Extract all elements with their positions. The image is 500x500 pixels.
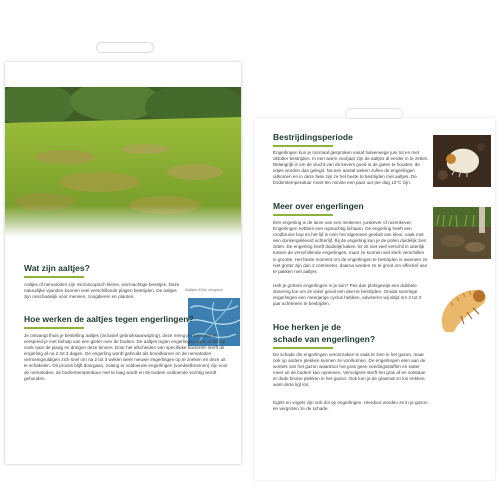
section-title: Meer over engerlingen (273, 201, 364, 211)
section-text: Engerlingen kun je normaal gesproken vanaf halverwege juni tot en met oktober bestrijden. In een warm voorjaar zijn de aaltjes al eerder in te zetten. Belangrijk is om de vlucht van de kevers goed in de gaten te houden, de eitjes worden dan gelegd. Na een aantal weken zullen de engerlingen uitkomen en in deze fase zijn ze het beste te bestrijden met aaltjes. De bodemtemperatuur moet ten minste een paar uur per dag 12°C zijn. (273, 150, 429, 186)
title-underline (24, 327, 84, 329)
title-underline (273, 214, 333, 216)
larva-illustration (433, 280, 493, 332)
section-title: Bestrijdingsperiode (273, 132, 353, 142)
section-text: Egels en vogels zijn ook dol op engerlingen. Hierdoor worden ze in je gazon en vergroten ze de schade. (273, 400, 428, 412)
section-text: Een engerling is de larve van een meikever, junikever of rozenkever. Engerlingen hebben een rupsachtig lichaam. De engerling heeft een roodbruine kop en het lijf is over het algemeen geelwit van kleur, vaak met een donkergekleurd achterlijf. Bij de engerling kun je de poten duidelijk zien zitten. De engerling heeft duidelijk kaken. Er zit niet veel verschil in uiterlijk tussen de verschillende engerlingen, maar ze kunnen wel sterk verschillen in grootte. Het beste moment om de engerlingen te bestrijden is wanneer ze niet groter zijn dan 2 centimeter, daarna worden ze te groot om effectief aan te pakken met aaltjes. (273, 220, 428, 274)
section-text: Aaltjes of nematoden zijn microscopisch kleine, wormachtige beestjes. Deze natuurlijke vijanden kunnen veel verschillende plagen bestrijden. De aaltjes zijn onschadelijk voor mensen, zoogdieren en planten. (24, 282, 180, 300)
section-title-line1: Hoe herken je de (273, 322, 342, 332)
section-title: Hoe werken de aaltjes tegen engerlingen? (24, 314, 194, 324)
section-title-line2: schade van engerlingen? (273, 334, 376, 344)
grub-photo (433, 135, 491, 187)
title-underline (24, 276, 84, 278)
section-text: Je ontvangt thuis je bestelling aaltjes (inclusief gebruiksaanwijzing), deze meng je met water en verspreid je met behulp van een gieter over de bodem. De aaltjes tegen engerlingen gaan actief op zoek naar de plaag en dringen deze binnen. Door het afscheiden van specifieke bacteriën sterft de engerling af na 2 tot 3 dagen. De engerling wordt gebruikt als broedkamer en de nematoden vermenigvuldigen zich snel om na 2 tot 3 weken weer nieuwe engerlingen op te zoeken en deze uit te schakelen. Dit proces blijft doorgaan, zolang er voldoende engerlingen (voedselbronnen) zijn voor de nematoden, de bodemtemperatuur niet te laag wordt en de bodem voldoende vochtig wordt gehouden. (24, 333, 228, 381)
hang-hole (96, 42, 154, 53)
lawn-photo (5, 87, 241, 237)
lawn-damage-photo (433, 207, 491, 259)
section-text: Heb je grotere engerlingen in je tuin? Pas dan plotsgewijs een dubbele dosering toe om ze ieder geval een deel te bestrijden. Omdat sommige engerlingen een meerjarige cyclus hebben, adviseren wij altijd om 2 tot 3 jaar achtereen te bestrijden. (273, 283, 422, 307)
hang-hole (345, 108, 403, 119)
section-title: Wat zijn aaltjes? (24, 263, 90, 273)
title-underline (273, 145, 333, 147)
title-underline (273, 347, 333, 349)
image-caption: Aaltjes 400x vergroot (185, 287, 223, 292)
section-text: De schade die engerlingen veroorzaken is vaak te zien in het gazon, maar ook op andere plekken kunnen ze voorkomen. De engerlingen eten aan de wortels van het gazon waardoor het gras geen voedingsstoffen en water meer uit de bodem kan opnemen. Vervolgens sterft het gras af en ontstaan er dode bruine plekken in het gazon. Ook kun je de grasmat zo los trekken, want deze ligt los. (273, 352, 426, 388)
